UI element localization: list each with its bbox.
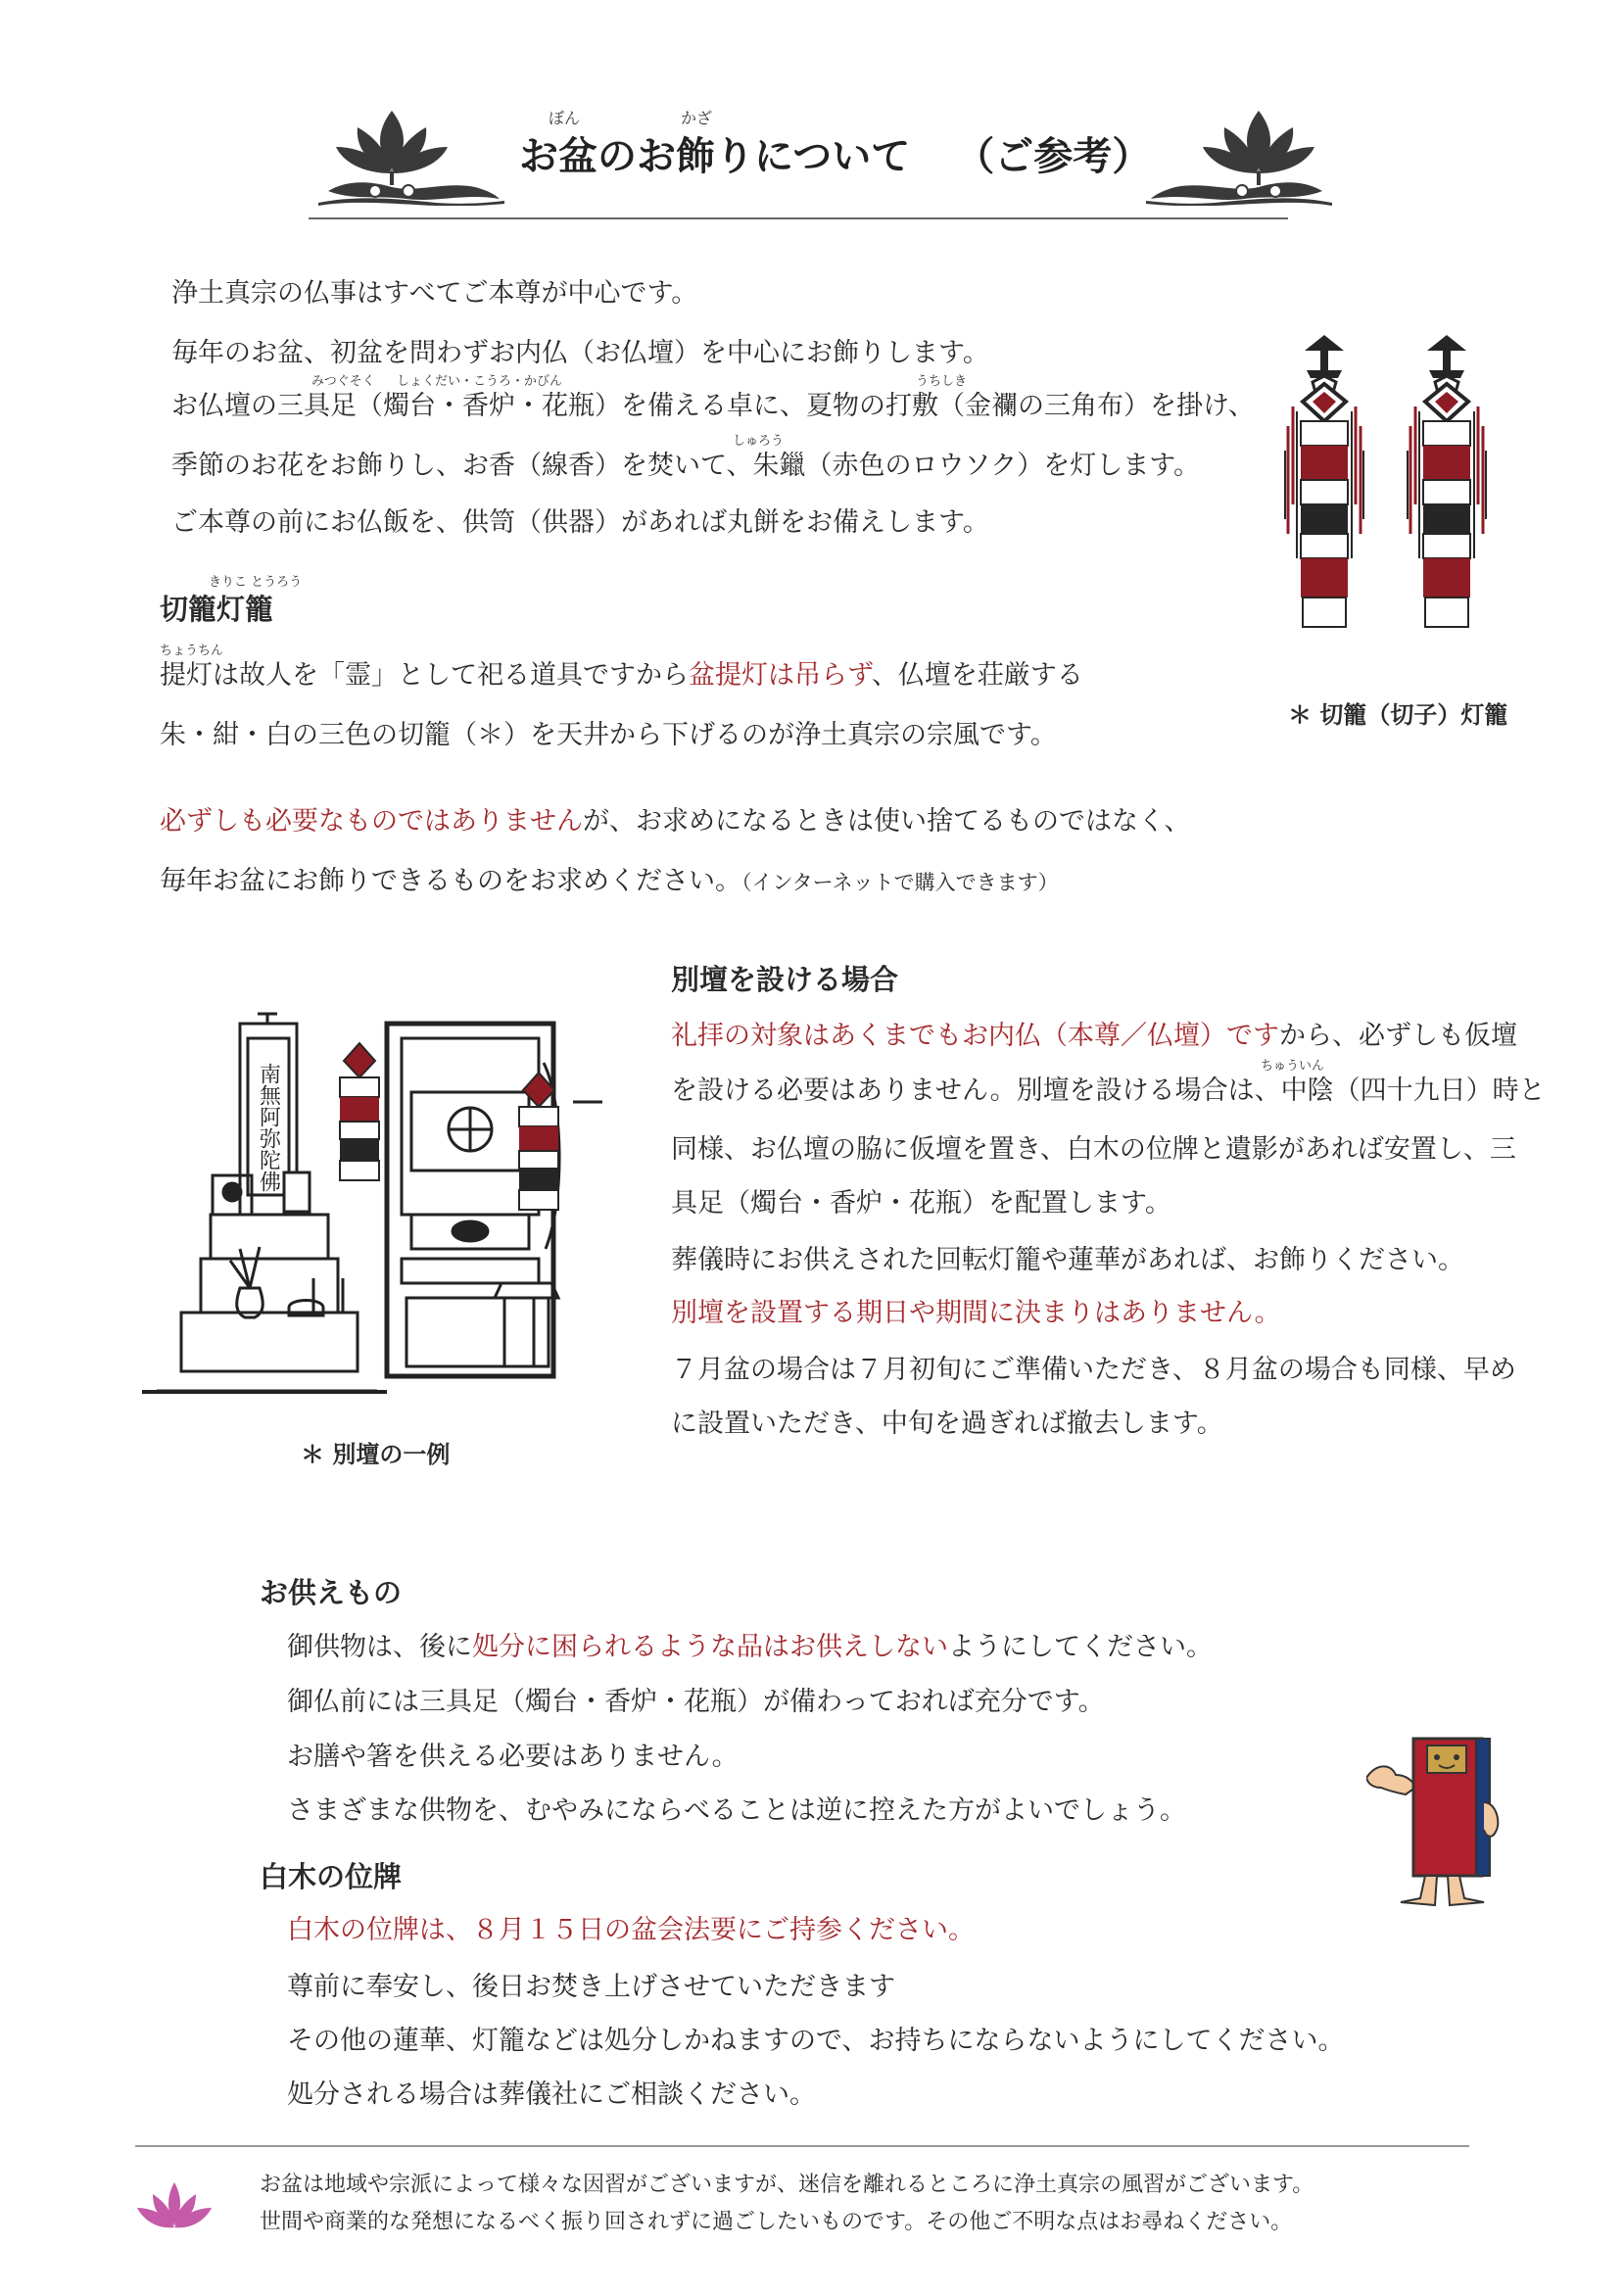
page-title-main: お盆のお飾りについて [519, 134, 911, 179]
ihai-line: 尊前に奉安し、後日お焚き上げさせていただきます [287, 1972, 895, 2002]
kiriko-heading: 切籠灯籠 [160, 593, 274, 626]
ruby-kiriko: きりこ とうろう [209, 575, 303, 590]
ihai-highlight-line: 白木の位牌は、８月１５日の盆会法要にご持参ください。 [287, 1915, 975, 1945]
betsudan-line: ７月盆の場合は７月初旬にご準備いただき、８月盆の場合も同様、早め [671, 1355, 1516, 1385]
betsudan-caption: ＊ 別壇の一例 [301, 1441, 451, 1468]
offerings-line [287, 1634, 1213, 1660]
title-ruby-kaza: かざ [681, 109, 713, 127]
kiriko-line: 朱・紺・白の三色の切籠（＊）を天井から下げるのが浄土真宗の宗風です。 [160, 720, 1057, 750]
offerings-line-part: ようにしてください。 [948, 1632, 1213, 1662]
intro-line: 毎年のお盆、初盆を問わずお内仏（お仏壇）を中心にお飾りします。 [171, 338, 989, 368]
note-line [160, 808, 1190, 835]
betsudan-line: を設ける必要はありません。別壇を設ける場合は、中陰（四十九日）時と [671, 1076, 1546, 1106]
offerings-line: さまざまな供物を、むやみにならべることは逆に控えた方がよいでしょう。 [287, 1795, 1186, 1826]
ruby-mitsugusoku: みつぐそく [311, 374, 375, 389]
intro-line: 浄土真宗の仏事はすべてご本尊が中心です。 [171, 278, 698, 309]
intro-line-part: 朱鑞（赤色のロウソク）を灯します。 [752, 451, 1201, 481]
lotus-icon [135, 2175, 214, 2233]
lantern-caption: ＊ 切籠（切子）灯籠 [1288, 701, 1508, 729]
ruby-chuin: ちゅういん [1261, 1059, 1325, 1074]
ihai-heading: 白木の位牌 [260, 1860, 403, 1893]
offerings-line: お膳や箸を供える必要はありません。 [287, 1742, 739, 1772]
kiriko-line-highlight: 盆提灯は吊らず [689, 660, 872, 691]
note-line-part: が、お求めになるときは使い捨てるものではなく、 [583, 806, 1191, 837]
title-divider [309, 217, 1288, 219]
kiriko-line [160, 662, 1083, 689]
lotus-ornament-right-icon [1146, 93, 1332, 206]
kiriko-lanterns-illustration [1283, 333, 1528, 666]
offerings-line-part: 御供物は、後に [287, 1632, 472, 1662]
note-line [160, 868, 1059, 894]
betsudan-line: 同様、お仏壇の脇に仮壇を置き、白木の位牌と遺影があれば安置し、三 [671, 1134, 1516, 1165]
betsudan-illustration [142, 1004, 612, 1415]
betsudan-line: 葬儀時にお供えされた回転灯籠や蓮華があれば、お飾りください。 [671, 1245, 1464, 1275]
betsudan-line [671, 1023, 1517, 1049]
offerings-heading: お供えもの [260, 1576, 403, 1609]
intro-line: ご本尊の前にお仏飯を、供笥（供器）があれば丸餅をお備えします。 [171, 507, 989, 538]
betsudan-line: 具足（燭台・香炉・花瓶）を配置します。 [671, 1188, 1171, 1219]
betsudan-highlight-line: 別壇を設置する期日や期間に決まりはありません。 [671, 1298, 1281, 1328]
note-line-part: 毎年お盆にお飾りできるものをお求めください。 [160, 866, 741, 896]
ruby-shuro: しゅろう [733, 434, 785, 449]
note-highlight: 必ずしも必要なものではありません [160, 806, 583, 837]
scroll-text: 南無阿弥陀佛 [256, 1063, 281, 1192]
ihai-line: その他の蓮華、灯籠などは処分しかねますので、お持ちにならないようにしてください。 [287, 2026, 1345, 2056]
footer-divider [135, 2145, 1469, 2147]
ruby-uchishiki: うちしき [916, 374, 968, 389]
betsudan-line: に設置いただき、中旬を過ぎれば撤去します。 [671, 1409, 1223, 1439]
intro-line-part: 季節のお花をお飾りし、お香（線香）を焚いて、 [171, 451, 753, 481]
sutra-book-mascot-icon [1366, 1734, 1513, 1910]
betsudan-highlight: 礼拝の対象はあくまでもお内仏（本尊／仏壇）です [671, 1021, 1279, 1051]
ruby-shokudai: しょくだい・こうろ・かびん [397, 374, 563, 389]
intro-line [171, 453, 1200, 479]
footer-line: お盆は地域や宗派によって様々な因習がございますが、迷信を離れるところに浄土真宗の風習がございます。 [260, 2173, 1314, 2197]
intro-line: お仏壇の三具足（燭台・香炉・花瓶）を備える卓に、夏物の打敷（金襴の三角布）を掛け、 [171, 391, 1255, 421]
footer-line: 世間や商業的な発想になるべく振り回されずに過ごしたいものです。その他ご不明な点はお尋ねください。 [260, 2210, 1293, 2234]
page-title-ref: （ご参考） [955, 134, 1152, 179]
betsudan-heading: 別壇を設ける場合 [671, 963, 899, 996]
note-aside: （インターネットで購入できます） [741, 871, 1059, 894]
offerings-highlight: 処分に困られるような品はお供えしない [472, 1632, 948, 1662]
ihai-line: 処分される場合は葬儀社にご相談ください。 [287, 2080, 816, 2110]
ruby-chochin: ちょうちん [160, 644, 224, 658]
kiriko-line-part: 提灯は故人を「霊」として祀る道具ですから [160, 660, 689, 691]
page-title [519, 134, 1152, 179]
offerings-line: 御仏前には三具足（燭台・香炉・花瓶）が備わっておれば充分です。 [287, 1687, 1105, 1717]
kiriko-line-part: 、仏壇を荘厳する [871, 660, 1083, 691]
lotus-ornament-left-icon [318, 93, 504, 206]
betsudan-line-part: から、必ずしも仮壇 [1279, 1021, 1517, 1051]
title-ruby-bon: ぼん [549, 109, 581, 127]
